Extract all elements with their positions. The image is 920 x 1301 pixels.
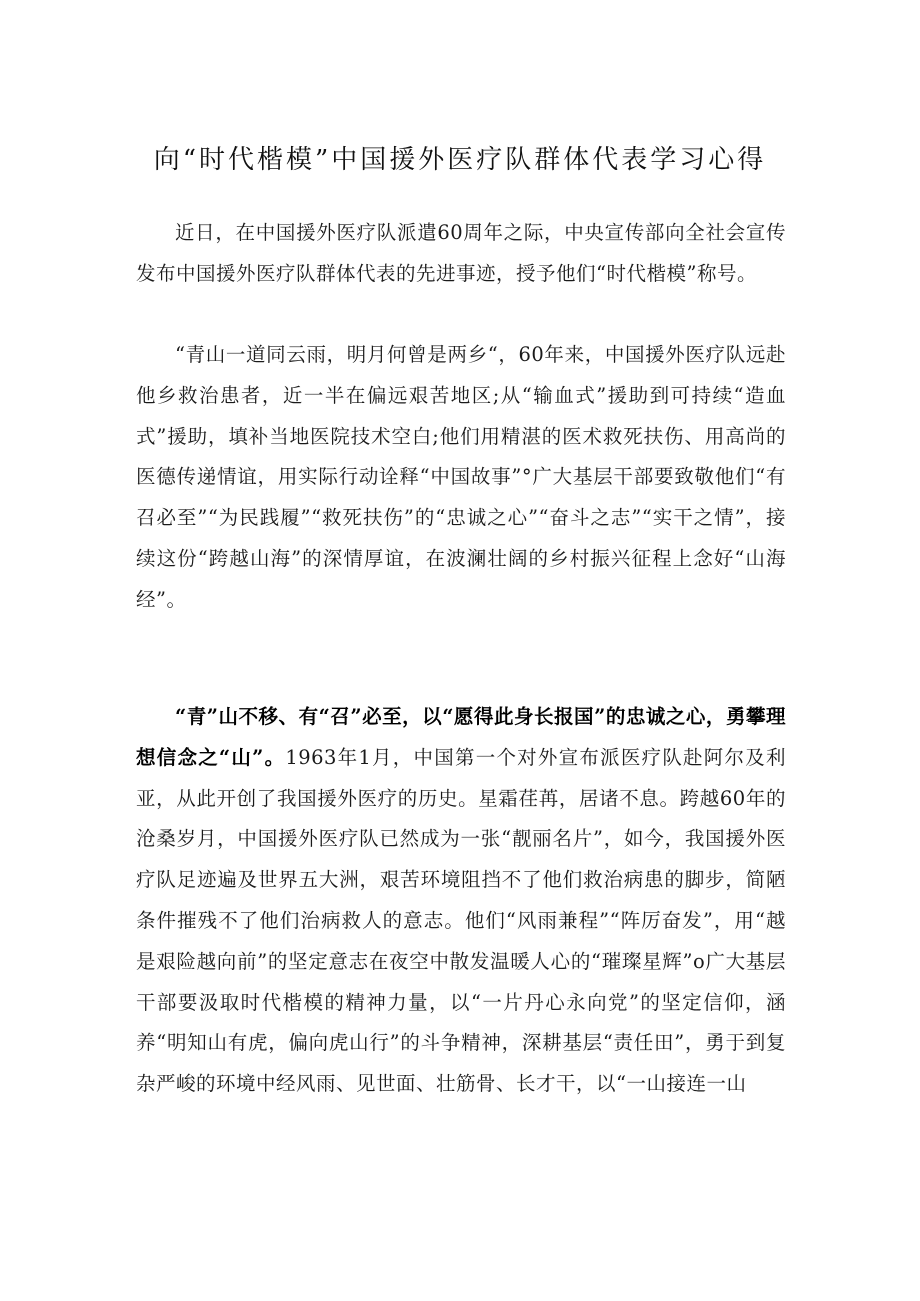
document-title: 向“时代楷模”中国援外医疗队群体代表学习心得 bbox=[153, 145, 767, 175]
section-one-body: 1963年1月，中国第一个对外宣布派医疗队赴阿尔及利亚，从此开创了我国援外医疗的历史。星霜荏苒，居诸不息。跨越60年的沧桑岁月，中国援外医疗队已然成为一张“靓丽名片”，如今，我国援外医疗队足迹遍及世界五大洲，艰苦环境阻挡不了他们救治病患的脚步，简陋条件摧残不了他们治病救人的意志。他们“风雨兼程”“阵厉奋发”，用“越是艰险越向前”的坚定意志在夜空中散发温暖人心的“璀璨星辉”o广大基层干部要汲取时代楷模的精神力量，以“一片丹心永向党”的坚定信仰，涵养“明知山有虎，偏向虎山行”的斗争精神，深耕基层“责任田”，勇于到复杂严峻的环境中经风雨、见世面、壮筋骨、长才干，以“一山接连一山 bbox=[136, 745, 786, 1096]
section-one-heading: “青”山不移、有“召”必至，以“愿得此身长报国”的忠诚之心，勇攀理想信念之“山”。 bbox=[136, 705, 786, 769]
paragraph-qingshan: “青山一道同云雨，明月何曾是两乡“，60年来，中国援外医疗队远赴他乡救治患者，近一半在偏远艰苦地区;从“输血式”援助到可持续“造血式”援助，填补当地医院技术空白;他们用精湛的医术救死扶伤、用高尚的医德传递情谊，用实际行动诠释“中国故事”°广大基层干部要致敬他们“有召必至”“为民践履”“救死扶伤”的“忠诚之心”“奋斗之志”“实干之情”，接续这份“跨越山海”的深情厚谊，在波澜壮阔的乡村振兴征程上念好“山海经”。 bbox=[136, 343, 786, 611]
paragraph-intro: 近日，在中国援外医疗队派遣60周年之际，中央宣传部向全社会宣传发布中国援外医疗队群体代表的先进事迹，授予他们“时代楷模”称号。 bbox=[136, 221, 786, 285]
paragraph-section-one bbox=[136, 697, 786, 1105]
